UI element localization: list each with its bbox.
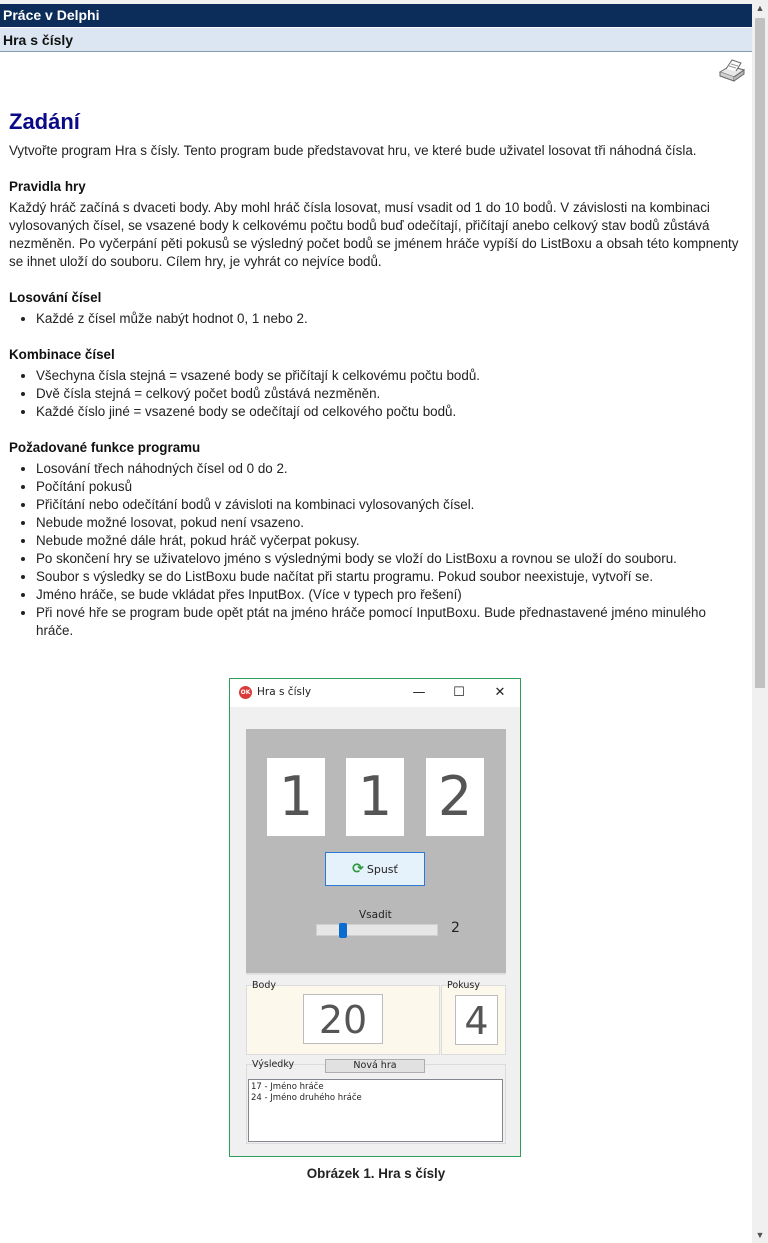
window-title: Hra s čísly [257,686,312,698]
points-label: Body [252,980,276,991]
scroll-up-arrow-icon[interactable]: ▲ [755,3,765,13]
list-item: • Přičítání nebo odečítání bodů v závisloti na kombinaci vylosovaných čísel. [36,496,739,514]
list-item[interactable]: 24 - Jméno druhého hráče [251,1093,362,1103]
list-item: • Každé číslo jiné = vsazené body se odečítají od celkového počtu bodů. [36,403,739,421]
points-value: 20 [303,994,383,1044]
list-item[interactable]: 17 - Jméno hráče [251,1082,324,1092]
rules-text: Každý hráč začíná s dvaceti body. Aby mohl hráč čísla losovat, musí vsadit od 1 do 10 bodů. V závislosti na kombinaci vylosovaných čísel, se vsazené body k celkovému počtu bodů buď odečítají, přičítají anebo celkový stav bodů zůstává nezměněn. Po vyčerpání pěti pokusů se výsledný počet bodů se jménem hráče vypíší do ListBoxu a obsah této kompnenty se ihnet uloží do souboru. Cílem hry, je vyhrát co nejvíce bodů. [9,200,739,269]
maximize-button[interactable]: ☐ [453,685,465,700]
draw-panel [246,729,506,975]
app-window-screenshot [229,678,521,1157]
close-button[interactable]: ✕ [494,685,506,700]
draw-heading: Losování čísel [9,290,102,305]
bet-slider[interactable] [316,924,438,936]
bet-label: Vsadit [359,909,392,921]
scroll-down-arrow-icon[interactable]: ▼ [755,1230,765,1240]
digit-box-1: 1 [267,758,325,836]
list-item: • Soubor s výsledky se do ListBoxu bude načítat při startu programu. Pokud soubor neexistuje, vytvoří se. [36,568,739,586]
combination-heading: Kombinace čísel [9,347,115,362]
list-item: • Jméno hráče, se bude vkládat přes InputBox. (Více v typech pro řešení) [36,586,739,604]
window-titlebar [230,679,520,707]
tries-label: Pokusy [447,980,481,991]
minimize-button[interactable]: — [412,685,426,700]
combination-list [9,367,739,421]
app-logo-icon: OK [239,686,252,699]
draw-list [9,310,739,328]
bet-slider-thumb[interactable] [339,923,347,938]
results-label: Výsledky [252,1059,295,1070]
list-item: • Každé z čísel může nabýt hodnot 0, 1 nebo 2. [36,310,739,328]
printer-icon[interactable] [716,58,748,84]
list-item: • Nebude možné losovat, pokud není vsazeno. [36,514,739,532]
digit-box-2: 1 [346,758,404,836]
intro-text: Vytvořte program Hra s čísly. Tento program bude představovat hru, ve které bude uživatel losovat tři náhodná čísla. [9,143,697,158]
list-item: • Losování třech náhodných čísel od 0 do 2. [36,460,739,478]
tries-group [441,980,506,1055]
run-button-label: Spusť [366,863,398,876]
list-item: • Dvě čísla stejná = celkový počet bodů zůstává nezměněn. [36,385,739,403]
results-listbox[interactable] [248,1079,503,1142]
list-item: • Při nové hře se program bude opět ptát na jméno hráče pomocí InputBoxu. Bude přednastavené jméno minulého hráče. [36,604,739,640]
list-item: • Všechyna čísla stejná = vsazené body se přičítají k celkovému počtu bodů. [36,367,739,385]
new-game-button[interactable]: Nová hra [325,1059,425,1073]
points-group [246,980,440,1055]
requirements-list [9,460,739,640]
rules-heading: Pravidla hry [9,179,86,194]
list-item: • Po skončení hry se uživatelovo jméno s výslednými body se vloží do ListBoxu a rovnou se uloží do souboru. [36,550,739,568]
figure-caption: Obrázek 1. Hra s čísly [306,1166,446,1181]
bet-value: 2 [451,920,460,936]
digit-box-3: 2 [426,758,484,836]
refresh-icon: ⟳ [352,861,364,877]
article-content [9,108,739,640]
list-item: • Počítání pokusů [36,478,739,496]
scroll-thumb[interactable] [755,18,765,688]
list-item: • Nebude možné dále hrát, pokud hráč vyčerpat pokusy. [36,532,739,550]
vertical-scrollbar[interactable] [752,0,768,1243]
page-subtitle-bar: Hra s čísly [0,28,752,52]
run-button[interactable] [325,852,425,886]
page-title-bar: Práce v Delphi [0,4,752,27]
tries-value: 4 [455,995,498,1045]
section-heading: Zadání [9,109,80,134]
requirements-heading: Požadované funkce programu [9,440,201,455]
